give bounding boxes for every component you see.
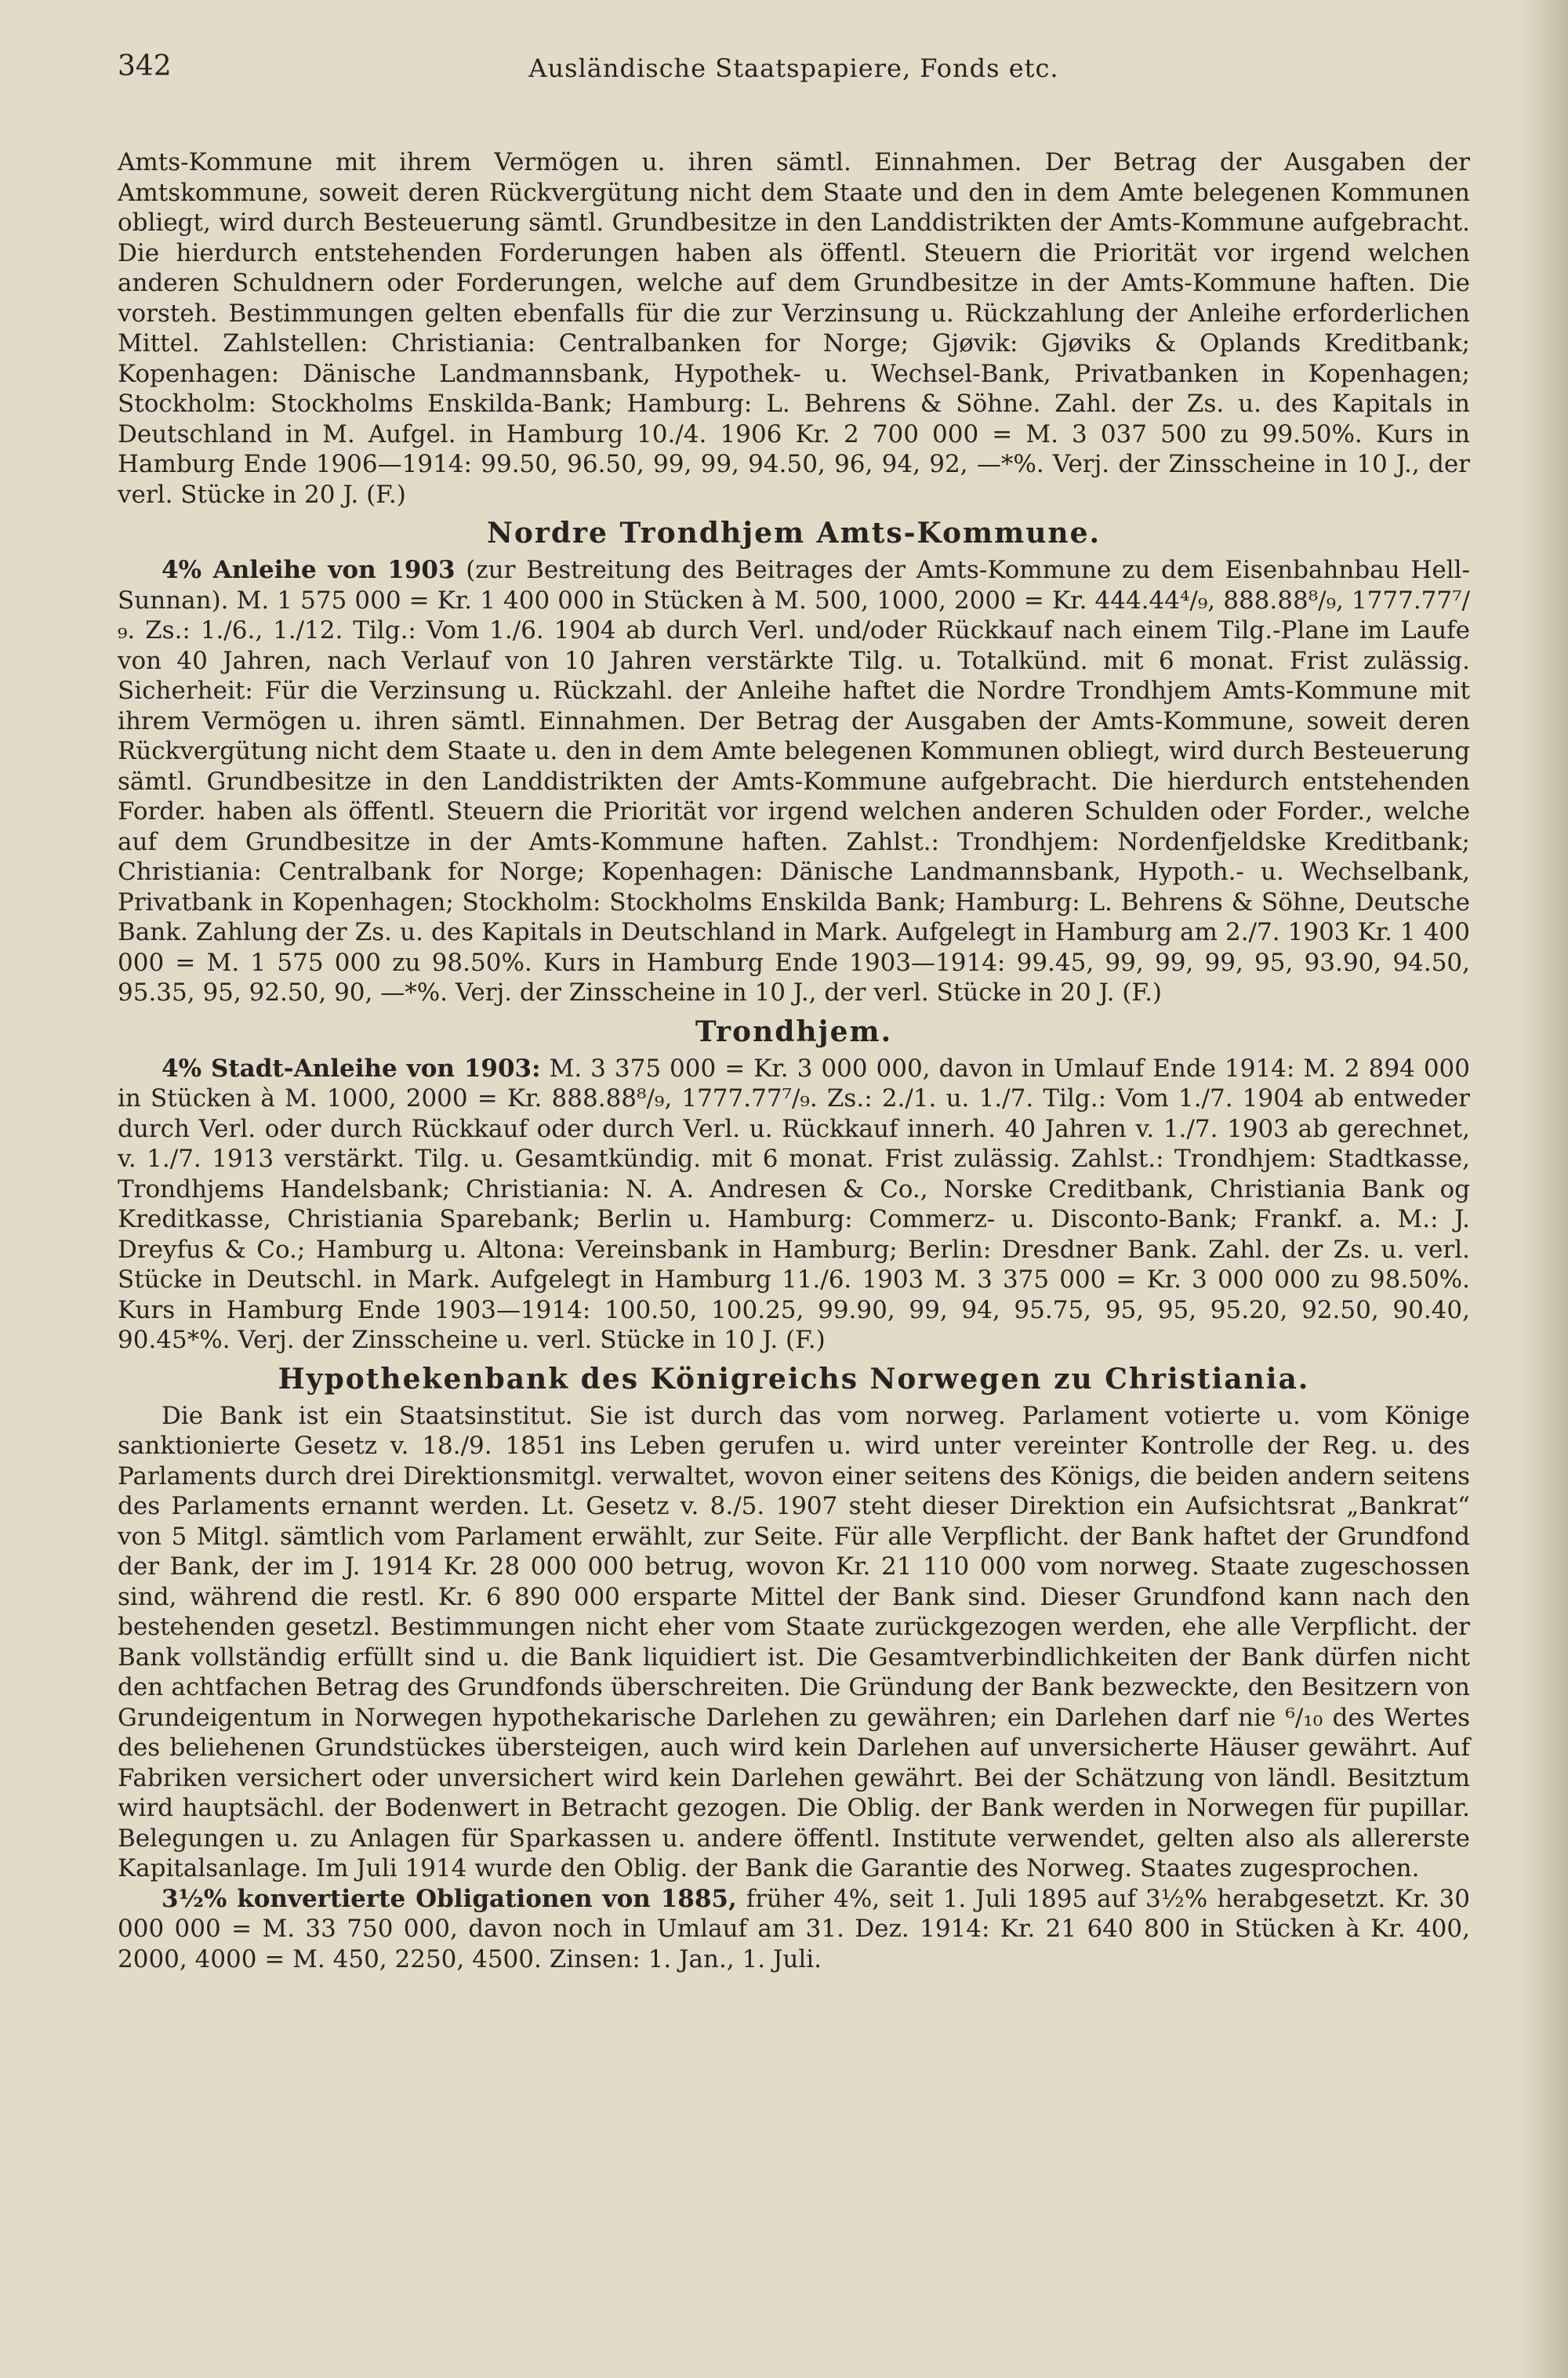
loan-title: 4% Stadt-Anleihe von 1903: <box>162 1054 541 1083</box>
paragraph-nordre-trondhjem-loan <box>118 555 1470 1008</box>
running-title: Ausländische Staatspapiere, Fonds etc. <box>528 53 1059 83</box>
obligation-title: 3½% konvertierte Obligationen von 1885, <box>162 1884 737 1913</box>
loan-text: M. 3 375 000 = Kr. 3 000 000, davon in Umlauf Ende 1914: M. 2 894 000 in Stücken à M. 1000, 2000 = Kr. 888.88⁸/₉, 1777.77⁷/₉. Zs.: 2./1. u. 1./7. Tilg.: Vom 1./7. 1904 ab entweder durch Verl. oder durch Rückkauf oder durch Verl. u. Rückkauf innerh. 40 Jahren v. 1./7. 1903 ab gerechnet, v. 1./7. 1913 verstärkt. Tilg. u. Gesamtkündig. mit 6 monat. Frist zulässig. Zahlst.: Trondhjem: Stadtkasse, Trondhjems Handelsbank; Christiania: N. A. Andresen & Co., Norske Creditbank, Christiania Bank og Kreditkasse, Christiania Sparebank; Berlin u. Hamburg: Commerz- u. Disconto-Bank; Frankf. a. M.: J. Dreyfus & Co.; Hamburg u. Altona: Vereinsbank in Hamburg; Berlin: Dresdner Bank. Zahl. der Zs. u. verl. Stücke in Deutschl. in Mark. Aufgelegt in Hamburg 11./6. 1903 M. 3 375 000 = Kr. 3 000 000 zu 98.50%. Kurs in Hamburg Ende 1903—1914: 100.50, 100.25, 99.90, 99, 94, 95.75, 95, 95, 95.20, 92.50, 90.40, 90.45*%. Verj. der Zinsscheine u. verl. Stücke in 10 J. (F.) <box>118 1054 1470 1354</box>
paragraph-continuation: Amts-Kommune mit ihrem Vermögen u. ihren sämtl. Einnahmen. Der Betrag der Ausgaben der Amtskommune, soweit deren Rückvergütung nicht dem Staate und den in dem Amte belegenen Kommunen obliegt, wird durch Besteuerung sämtl. Grundbesitze in den Landdistrikten der Amts-Kommune aufgebracht. Die hierdurch entstehenden Forderungen haben als öffentl. Steuern die Priorität vor irgend welchen anderen Schuldnern oder Forderungen, welche auf dem Grundbesitze in der Amts-Kommune haften. Die vorsteh. Bestimmungen gelten ebenfalls für die zur Verzinsung u. Rückzahlung der Anleihe erforderlichen Mittel. Zahlstellen: Christiania: Centralbanken for Norge; Gjøvik: Gjøviks & Oplands Kreditbank; Kopenhagen: Dänische Landmannsbank, Hypothek- u. Wechsel-Bank, Privatbanken in Kopenhagen; Stockholm: Stockholms Enskilda-Bank; Hamburg: L. Behrens & Söhne. Zahl. der Zs. u. des Kapitals in Deutschland in M. Aufgel. in Hamburg 10./4. 1906 Kr. 2 700 000 = M. 3 037 500 zu 99.50%. Kurs in Hamburg Ende 1906—1914: 99.50, 96.50, 99, 99, 94.50, 96, 94, 92, —*%. Verj. der Zinsscheine in 10 J., der verl. Stücke in 20 J. (F.) <box>118 148 1470 509</box>
page-edge-shadow <box>1521 0 1568 2378</box>
heading-hypothekenbank: Hypothekenbank des Königreichs Norwegen zu Christiania. <box>278 1362 1310 1396</box>
section-hypothekenbank <box>118 1362 1470 1975</box>
page-number: 342 <box>118 50 172 82</box>
page-header <box>118 47 1470 102</box>
heading-trondhjem: Trondhjem. <box>695 1015 893 1048</box>
paragraph-hypothekenbank-obligations <box>118 1884 1470 1975</box>
page-content <box>118 47 1470 1974</box>
paragraph-trondhjem-loan <box>118 1054 1470 1356</box>
loan-title: 4% Anleihe von 1903 <box>162 556 456 584</box>
section-trondhjem <box>118 1015 1470 1356</box>
obligation-text: früher 4%, seit 1. Juli 1895 auf 3½% herabgesetzt. Kr. 30 000 000 = M. 33 750 000, davon noch in Umlauf am 31. Dez. 1914: Kr. 21 640 800 in Stücken à Kr. 400, 2000, 4000 = M. 450, 2250, 4500. Zinsen: 1. Jan., 1. Juli. <box>118 1884 1470 1973</box>
paragraph-hypothekenbank-description: Die Bank ist ein Staatsinstitut. Sie ist durch das vom norweg. Parlament votierte u. vom Könige sanktionierte Gesetz v. 18./9. 1851 ins Leben gerufen u. wird unter vereinter Kontrolle der Reg. u. des Parlaments durch drei Direktionsmitgl. verwaltet, wovon einer seitens des Königs, die beiden andern seitens des Parlaments ernannt werden. Lt. Gesetz v. 8./5. 1907 steht dieser Direktion ein Aufsichtsrat „Bankrat“ von 5 Mitgl. sämtlich vom Parlament erwählt, zur Seite. Für alle Verpflicht. der Bank haftet der Grundfond der Bank, der im J. 1914 Kr. 28 000 000 betrug, wovon Kr. 21 110 000 vom norweg. Staate zugeschossen sind, während die restl. Kr. 6 890 000 ersparte Mittel der Bank sind. Dieser Grundfond kann nach den bestehenden gesetzl. Bestimmungen nicht eher vom Staate zurückgezogen werden, ehe alle Verpflicht. der Bank vollständig erfüllt sind u. die Bank liquidiert ist. Die Gesamtverbindlichkeiten der Bank dürfen nicht den achtfachen Betrag des Grundfonds überschreiten. Die Gründung der Bank bezweckte, den Besitzern von Grundeigentum in Norwegen hypothekarische Darlehen zu gewähren; ein Darlehen darf nie ⁶/₁₀ des Wertes des beliehenen Grundstückes übersteigen, auch wird kein Darlehen auf unversicherte Häuser gewährt. Auf Fabriken versichert oder unversichert wird kein Darlehen gewährt. Bei der Schätzung von ländl. Besitztum wird hauptsächl. der Bodenwert in Betracht gezogen. Die Oblig. der Bank werden in Norwegen für pupillar. Belegungen u. zu Anlagen für Sparkassen u. andere öffentl. Institute verwendet, gelten also als allererste Kapitalsanlage. Im Juli 1914 wurde den Oblig. der Bank die Garantie des Norweg. Staates zugesprochen. <box>118 1401 1470 1882</box>
section-continuation <box>118 147 1470 510</box>
heading-nordre-trondhjem: Nordre Trondhjem Amts-Kommune. <box>486 517 1102 550</box>
loan-text: (zur Bestreitung des Beitrages der Amts-Kommune zu dem Eisenbahnbau Hell-Sunnan). M. 1 575 000 = Kr. 1 400 000 in Stücken à M. 500, 1000, 2000 = Kr. 444.44⁴/₉, 888.88⁸/₉, 1777.77⁷/₉. Zs.: 1./6., 1./12. Tilg.: Vom 1./6. 1904 ab durch Verl. und/oder Rückkauf nach einem Tilg.-Plane im Laufe von 40 Jahren, nach Verlauf von 10 Jahren verstärkte Tilg. u. Totalkünd. mit 6 monat. Frist zulässig. Sicherheit: Für die Verzinsung u. Rückzahl. der Anleihe haftet die Nordre Trondhjem Amts-Kommune mit ihrem Vermögen u. ihren sämtl. Einnahmen. Der Betrag der Ausgaben der Amts-Kommune, soweit deren Rückvergütung nicht dem Staate u. den in dem Amte belegenen Kommunen obliegt, wird durch Besteuerung sämtl. Grundbesitze in den Landdistrikten der Amts-Kommune aufgebracht. Die hierdurch entstehenden Forder. haben als öffentl. Steuern die Priorität vor irgend welchen anderen Schulden oder Forder., welche auf dem Grundbesitze in der Amts-Kommune haften. Zahlst.: Trondhjem: Nordenfjeldske Kreditbank; Christiania: Centralbank for Norge; Kopenhagen: Dänische Landmannsbank, Hypoth.- u. Wechselbank, Privatbank in Kopenhagen; Stockholm: Stockholms Enskilda Bank; Hamburg: L. Behrens & Söhne, Deutsche Bank. Zahlung der Zs. u. des Kapitals in Deutschland in Mark. Aufgelegt in Hamburg am 2./7. 1903 Kr. 1 400 000 = M. 1 575 000 zu 98.50%. Kurs in Hamburg Ende 1903—1914: 99.45, 99, 99, 99, 95, 93.90, 94.50, 95.35, 95, 92.50, 90, —*%. Verj. der Zinsscheine in 10 J., der verl. Stücke in 20 J. (F.) <box>118 556 1470 1007</box>
section-nordre-trondhjem <box>118 516 1470 1008</box>
